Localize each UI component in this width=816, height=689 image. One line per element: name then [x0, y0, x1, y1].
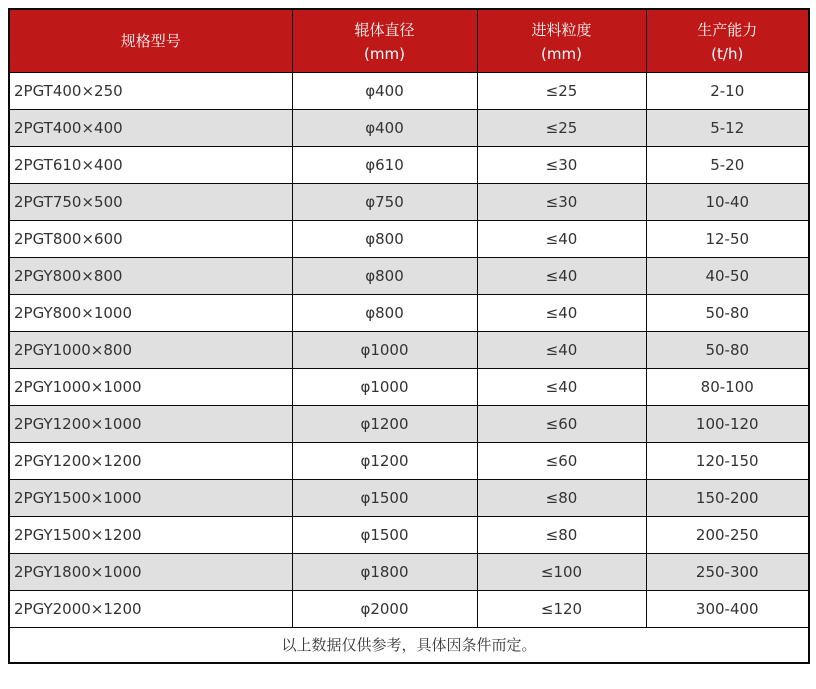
cell-feed-size: ≤40 — [477, 331, 646, 368]
cell-feed-size: ≤25 — [477, 72, 646, 109]
cell-capacity: 250-300 — [646, 553, 809, 590]
column-header-roller-diameter-unit: (mm) — [364, 44, 405, 63]
cell-capacity: 80-100 — [646, 368, 809, 405]
table-row — [9, 146, 809, 183]
cell-roller-diameter: φ2000 — [292, 590, 477, 627]
column-header-capacity — [646, 9, 809, 72]
table-row — [9, 442, 809, 479]
cell-feed-size: ≤40 — [477, 368, 646, 405]
table-row — [9, 331, 809, 368]
cell-model: 2PGY1200×1000 — [9, 405, 292, 442]
cell-feed-size: ≤60 — [477, 442, 646, 479]
cell-capacity: 50-80 — [646, 294, 809, 331]
table-row — [9, 72, 809, 109]
table-row — [9, 183, 809, 220]
cell-feed-size: ≤40 — [477, 294, 646, 331]
cell-roller-diameter: φ1200 — [292, 442, 477, 479]
cell-capacity: 5-12 — [646, 109, 809, 146]
cell-capacity: 10-40 — [646, 183, 809, 220]
cell-roller-diameter: φ1000 — [292, 368, 477, 405]
column-header-roller-diameter-label: 辊体直径 — [354, 20, 415, 39]
cell-feed-size: ≤25 — [477, 109, 646, 146]
cell-roller-diameter: φ610 — [292, 146, 477, 183]
cell-model: 2PGY1000×1000 — [9, 368, 292, 405]
table-row — [9, 590, 809, 627]
cell-model: 2PGY1000×800 — [9, 331, 292, 368]
cell-roller-diameter: φ1500 — [292, 516, 477, 553]
cell-roller-diameter: φ800 — [292, 294, 477, 331]
cell-capacity: 300-400 — [646, 590, 809, 627]
cell-model: 2PGY2000×1200 — [9, 590, 292, 627]
column-header-model — [9, 9, 292, 72]
cell-capacity: 5-20 — [646, 146, 809, 183]
cell-model: 2PGY1500×1200 — [9, 516, 292, 553]
cell-feed-size: ≤30 — [477, 146, 646, 183]
cell-model: 2PGT800×600 — [9, 220, 292, 257]
cell-roller-diameter: φ1500 — [292, 479, 477, 516]
cell-capacity: 12-50 — [646, 220, 809, 257]
cell-capacity: 150-200 — [646, 479, 809, 516]
cell-model: 2PGY800×800 — [9, 257, 292, 294]
cell-roller-diameter: φ1000 — [292, 331, 477, 368]
cell-model: 2PGT400×400 — [9, 109, 292, 146]
table-row — [9, 368, 809, 405]
cell-feed-size: ≤40 — [477, 257, 646, 294]
column-header-feed-size-label: 进料粒度 — [531, 20, 592, 39]
column-header-roller-diameter — [292, 9, 477, 72]
cell-roller-diameter: φ1800 — [292, 553, 477, 590]
table-row — [9, 257, 809, 294]
cell-model: 2PGT610×400 — [9, 146, 292, 183]
cell-feed-size: ≤80 — [477, 516, 646, 553]
cell-capacity: 120-150 — [646, 442, 809, 479]
cell-model: 2PGT400×250 — [9, 72, 292, 109]
cell-model: 2PGY1200×1200 — [9, 442, 292, 479]
cell-capacity: 40-50 — [646, 257, 809, 294]
cell-roller-diameter: φ400 — [292, 72, 477, 109]
footnote-row — [9, 627, 809, 663]
cell-capacity: 50-80 — [646, 331, 809, 368]
cell-feed-size: ≤30 — [477, 183, 646, 220]
table-row — [9, 294, 809, 331]
table-row — [9, 553, 809, 590]
cell-capacity: 2-10 — [646, 72, 809, 109]
table-row — [9, 220, 809, 257]
cell-feed-size: ≤40 — [477, 220, 646, 257]
column-header-capacity-unit: (t/h) — [711, 44, 744, 63]
table-row — [9, 516, 809, 553]
cell-roller-diameter: φ750 — [292, 183, 477, 220]
cell-roller-diameter: φ800 — [292, 257, 477, 294]
column-header-feed-size — [477, 9, 646, 72]
cell-feed-size: ≤80 — [477, 479, 646, 516]
cell-roller-diameter: φ400 — [292, 109, 477, 146]
cell-roller-diameter: φ800 — [292, 220, 477, 257]
cell-roller-diameter: φ1200 — [292, 405, 477, 442]
cell-model: 2PGY1800×1000 — [9, 553, 292, 590]
cell-feed-size: ≤100 — [477, 553, 646, 590]
cell-feed-size: ≤60 — [477, 405, 646, 442]
column-header-feed-size-unit: (mm) — [541, 44, 582, 63]
column-header-model-label: 规格型号 — [120, 31, 181, 50]
spec-table — [8, 8, 810, 664]
cell-capacity: 200-250 — [646, 516, 809, 553]
cell-model: 2PGT750×500 — [9, 183, 292, 220]
column-header-capacity-label: 生产能力 — [697, 20, 758, 39]
cell-model: 2PGY800×1000 — [9, 294, 292, 331]
cell-model: 2PGY1500×1000 — [9, 479, 292, 516]
cell-feed-size: ≤120 — [477, 590, 646, 627]
footnote: 以上数据仅供参考，具体因条件而定。 — [9, 627, 809, 663]
header-row — [9, 9, 809, 72]
table-row — [9, 109, 809, 146]
cell-capacity: 100-120 — [646, 405, 809, 442]
table-row — [9, 405, 809, 442]
table-row — [9, 479, 809, 516]
